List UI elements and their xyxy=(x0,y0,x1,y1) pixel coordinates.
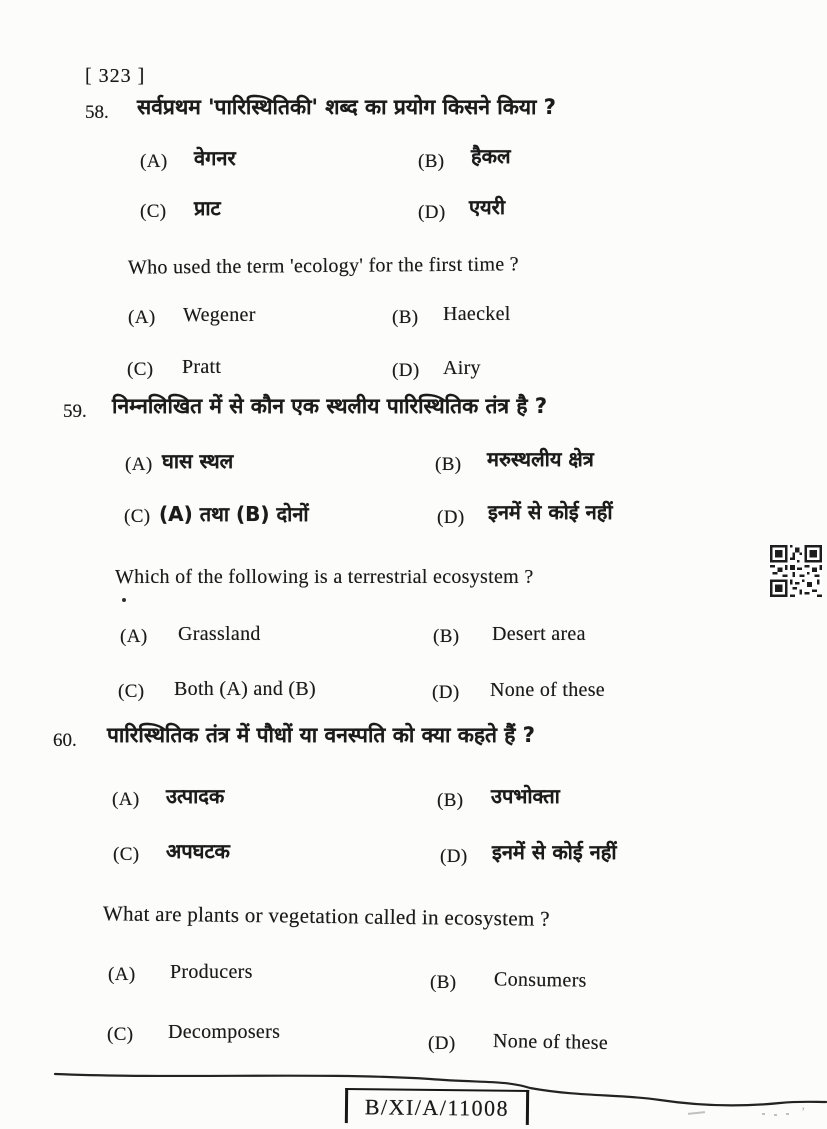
q60-hindi-option-c-text: अपघटक xyxy=(166,839,230,863)
q60-english-question: What are plants or vegetation called in ecosystem ? xyxy=(102,901,550,931)
q60-hindi-option-a-label: (A) xyxy=(112,789,140,810)
q59-hindi-option-c-text: (A) तथा (B) दोनों xyxy=(159,502,309,526)
q59-hindi-option-a-label: (A) xyxy=(125,454,153,475)
q58-english-option-b-label: (B) xyxy=(392,307,419,328)
q59-english-question: Which of the following is a terrestrial ecosystem ? xyxy=(115,566,534,588)
q60-number: 60. xyxy=(53,730,77,751)
q60-hindi-option-a-text: उत्पादक xyxy=(166,784,225,808)
booklet-code-box xyxy=(345,1088,529,1125)
q60-english-option-a-label: (A) xyxy=(108,964,136,985)
q58-english-option-c-label: (C) xyxy=(127,359,154,380)
q59-hindi-question: निम्नलिखित में से कौन एक स्थलीय पारिस्थितिक तंत्र है ? xyxy=(112,394,548,418)
q59-english-option-b-label: (B) xyxy=(433,626,460,647)
q59-english-option-b-text: Desert area xyxy=(492,623,586,645)
q59-hindi-option-c-label: (C) xyxy=(124,506,151,527)
q58-hindi-option-d-label: (D) xyxy=(418,202,446,223)
booklet-code: B/XI/A/11008 xyxy=(364,1093,510,1121)
q58-english-question: Who used the term 'ecology' for the first time ? xyxy=(127,253,520,279)
q58-hindi-option-b-label: (B) xyxy=(418,151,445,172)
q60-english-option-c-label: (C) xyxy=(107,1024,134,1045)
q58-hindi-question: सर्वप्रथम 'पारिस्थितिकी' शब्द का प्रयोग किसने किया ? xyxy=(137,95,556,119)
q59-english-option-c-text: Both (A) and (B) xyxy=(174,678,316,700)
q58-hindi-option-a-text: वेगनर xyxy=(194,146,236,170)
q58-english-option-c-text: Pratt xyxy=(182,356,222,378)
q59-hindi-option-b-label: (B) xyxy=(435,454,462,475)
q59-hindi-option-a-text: घास स्थल xyxy=(162,449,234,473)
q59-hindi-option-b-text: मरुस्थलीय क्षेत्र xyxy=(487,447,594,471)
q60-hindi-option-d-label: (D) xyxy=(440,846,468,867)
q58-hindi-option-b-text: हैकल xyxy=(471,144,511,168)
q58-hindi-option-c-text: प्राट xyxy=(194,196,221,220)
q58-hindi-option-c-label: (C) xyxy=(140,201,167,222)
q58-hindi-option-a-label: (A) xyxy=(140,151,168,172)
q60-hindi-option-b-label: (B) xyxy=(437,790,464,811)
scan-artifact-dot xyxy=(762,1113,765,1115)
q59-english-option-a-text: Grassland xyxy=(178,623,261,645)
q60-english-option-a-text: Producers xyxy=(170,961,253,983)
q59-english-option-c-label: (C) xyxy=(118,681,145,702)
q59-hindi-option-d-text: इनमें से कोई नहीं xyxy=(488,500,613,524)
q58-english-option-d-text: Airy xyxy=(443,357,481,379)
q60-english-option-d-text: None of these xyxy=(492,1029,609,1055)
q59-hindi-option-d-label: (D) xyxy=(437,507,465,528)
q60-hindi-option-c-label: (C) xyxy=(113,844,140,865)
q58-hindi-option-d-text: एयरी xyxy=(469,195,506,219)
q58-number: 58. xyxy=(85,102,109,123)
q59-number: 59. xyxy=(63,401,87,422)
stray-ink-dot xyxy=(122,598,126,602)
q58-english-option-b-text: Haeckel xyxy=(443,303,511,325)
q59-english-option-d-label: (D) xyxy=(432,682,460,703)
q58-english-option-a-label: (A) xyxy=(128,307,156,328)
q60-hindi-question: पारिस्थितिक तंत्र में पौधों या वनस्पति को क्या कहते हैं ? xyxy=(107,723,535,747)
scan-artifact-dot xyxy=(786,1113,789,1115)
page-number: [ 323 ] xyxy=(85,65,146,87)
scan-artifact-mark: ’ xyxy=(801,1104,806,1119)
qr-code-icon xyxy=(770,543,822,599)
q59-english-option-a-label: (A) xyxy=(120,626,148,647)
q59-english-option-d-text: None of these xyxy=(490,679,605,701)
q60-hindi-option-d-text: इनमें से कोई नहीं xyxy=(492,840,617,864)
q60-english-option-d-label: (D) xyxy=(428,1033,456,1054)
q58-english-option-d-label: (D) xyxy=(392,360,420,381)
q58-english-option-a-text: Wegener xyxy=(183,304,256,326)
scan-artifact-dot xyxy=(774,1114,777,1116)
q60-english-option-b-label: (B) xyxy=(430,972,457,993)
q60-english-option-c-text: Decomposers xyxy=(168,1021,281,1043)
q60-english-option-b-text: Consumers xyxy=(493,968,587,992)
q60-hindi-option-b-text: उपभोक्ता xyxy=(491,784,560,808)
